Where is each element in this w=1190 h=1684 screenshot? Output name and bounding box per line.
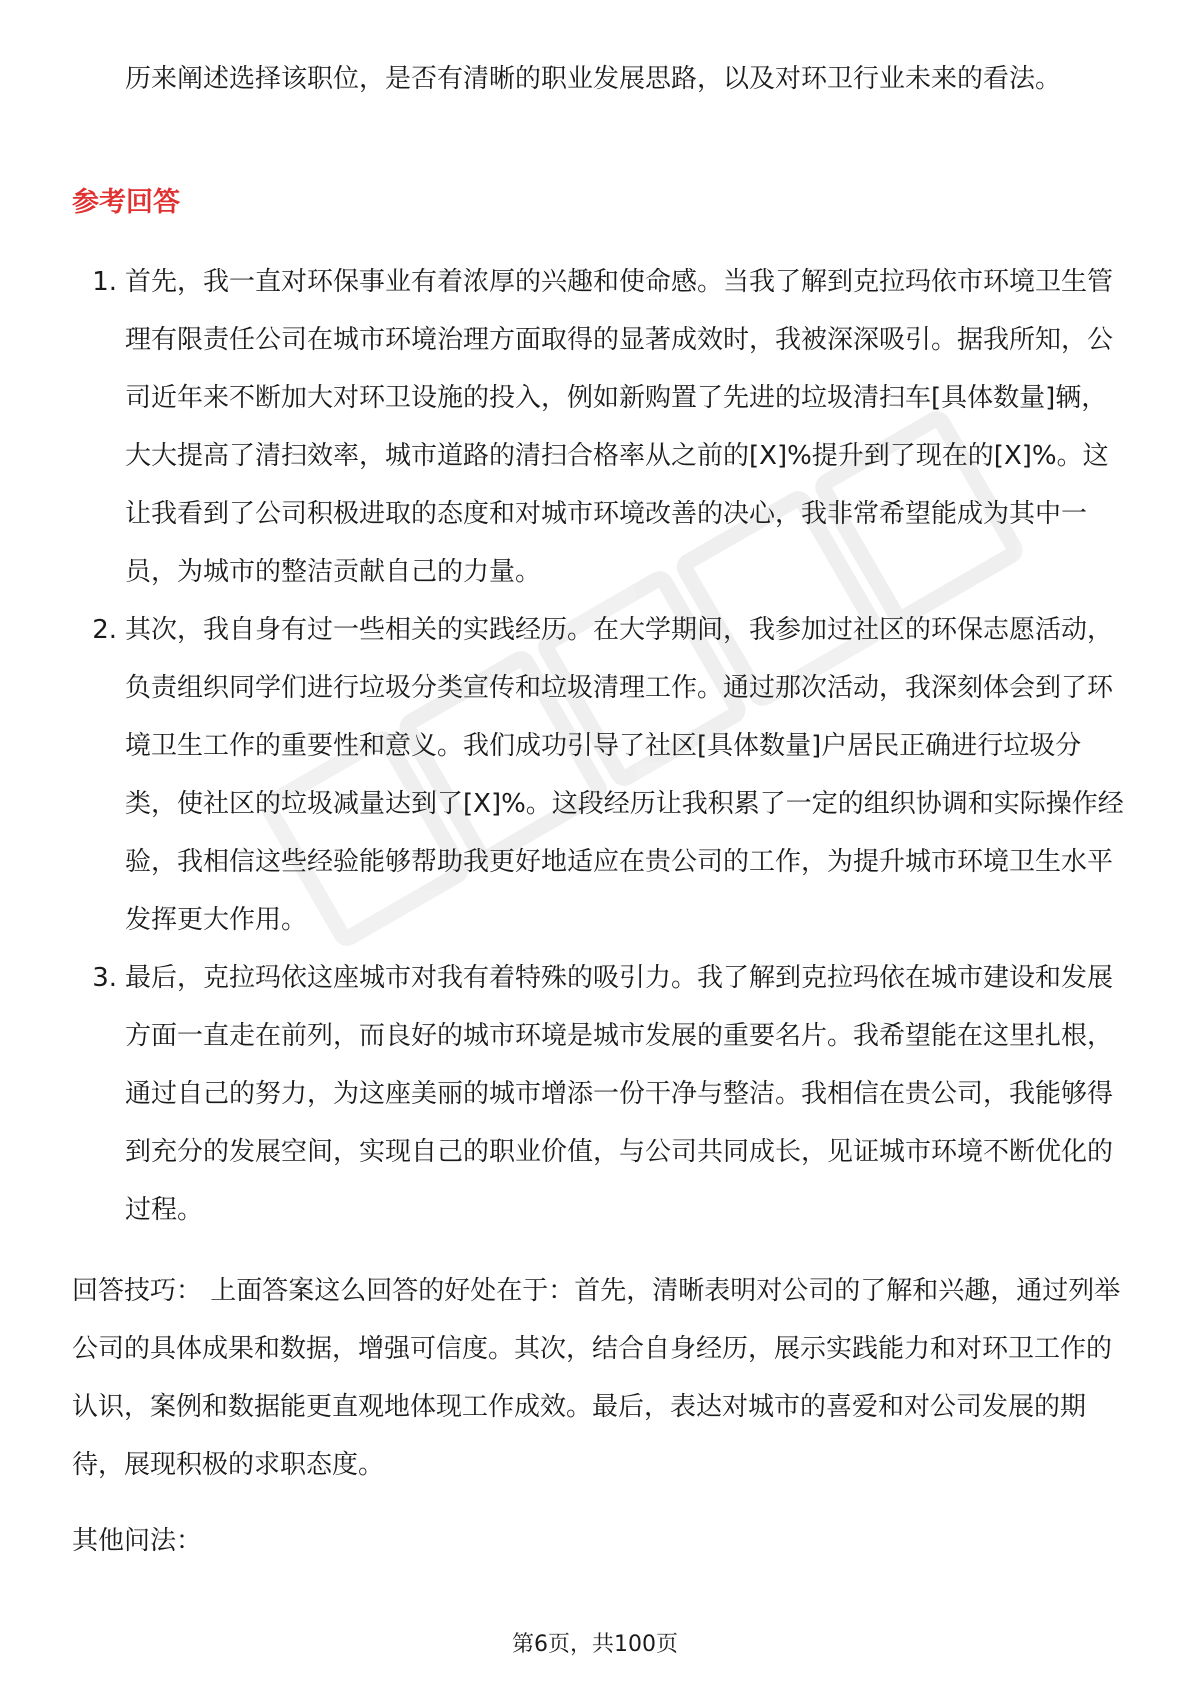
page-footer: 第6页，共100页 bbox=[512, 1632, 678, 1657]
answer-number: 2. bbox=[92, 615, 117, 645]
answer-text: 最后，克拉玛依这座城市对我有着特殊的吸引力。我了解到克拉玛依在城市建设和发展方面一直走在前列，而良好的城市环境是城市发展的重要名片。我希望能在这里扎根，通过自己的努力，为这座美丽的城市增添一份干净与整洁。我相信在贵公司，我能够得到充分的发展空间，实现自己的职业价值，与公司共同成长，见证城市环境不断优化的过程。 bbox=[125, 963, 1114, 1225]
answer-text: 其次，我自身有过一些相关的实践经历。在大学期间，我参加过社区的环保志愿活动，负责组织同学们进行垃圾分类宣传和垃圾清理工作。通过那次活动，我深刻体会到了环境卫生工作的重要性和意义。我们成功引导了社区[具体数量]户居民正确进行垃圾分类，使社区的垃圾减量达到了[X]%。这段经历让我积累了一定的组织协调和实际操作经验，我相信这些经验能够帮助我更好地适应在贵公司的工作，为提升城市环境卫生水平发挥更大作用。 bbox=[125, 615, 1124, 935]
answer-list bbox=[92, 253, 1125, 1239]
answer-number: 1. bbox=[92, 267, 117, 297]
answer-item-2 bbox=[92, 601, 1125, 949]
answer-tips-paragraph: 回答技巧： 上面答案这么回答的好处在于：首先，清晰表明对公司的了解和兴趣，通过列举公司的具体成果和数据，增强可信度。其次，结合自身经历，展示实践能力和对环卫工作的认识，案例和数据能更直观地体现工作成效。最后，表达对城市的喜爱和对公司发展的期待，展现积极的求职态度。 bbox=[72, 1276, 1121, 1480]
answer-item-3 bbox=[92, 949, 1125, 1239]
intro-paragraph: 历来阐述选择该职位，是否有清晰的职业发展思路，以及对环卫行业未来的看法。 bbox=[125, 64, 1062, 94]
other-questions-heading: 其他问法： bbox=[72, 1526, 203, 1556]
answer-text: 首先，我一直对环保事业有着浓厚的兴趣和使命感。当我了解到克拉玛依市环境卫生管理有限责任公司在城市环境治理方面取得的显著成效时，我被深深吸引。据我所知，公司近年来不断加大对环卫设施的投入，例如新购置了先进的垃圾清扫车[具体数量]辆，大大提高了清扫效率，城市道路的清扫合格率从之前的[X]%提升到了现在的[X]%。这让我看到了公司积极进取的态度和对城市环境改善的决心，我非常希望能成为其中一员，为城市的整洁贡献自己的力量。 bbox=[125, 267, 1114, 587]
answer-item-1 bbox=[92, 253, 1125, 601]
answer-number: 3. bbox=[92, 963, 117, 993]
reference-answer-heading: 参考回答 bbox=[72, 187, 180, 218]
